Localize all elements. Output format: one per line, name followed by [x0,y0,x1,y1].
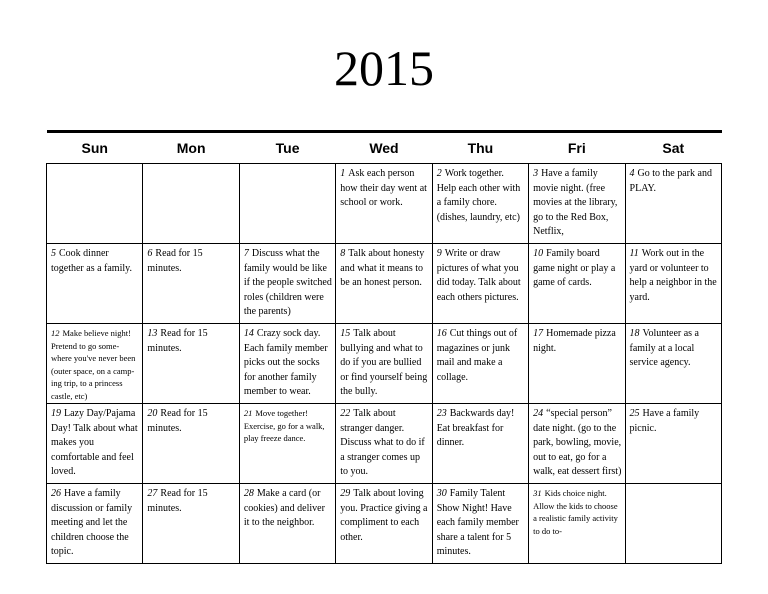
calendar-day-cell [47,164,143,244]
calendar-day-cell [625,244,721,324]
day-number: 3 [533,168,539,179]
activity-text: Volunteer as a family at a local service agency. [629,328,699,368]
day-number: 14 [243,328,254,339]
calendar-week-row [47,484,722,564]
activity-text: Have a family movie night. (free movies at the library, go to the Red Box, Netflix, [533,168,618,237]
calendar-day-cell [625,484,721,564]
calendar-day-cell [625,164,721,244]
calendar-week-row [47,404,722,484]
calendar-day-cell [47,244,143,324]
weekday-header: Fri [529,132,625,164]
activity-text: Read for 15 minutes. [147,248,203,274]
calendar-day-cell [529,324,625,404]
activity-text: Homemade pizza night. [533,328,616,354]
day-number: 13 [147,328,158,339]
calendar-day-cell [529,404,625,484]
calendar-day-cell [239,164,335,244]
day-number: 11 [629,248,639,259]
activity-text: Crazy sock day. Each family member picks out the socks for another family member to wear. [243,328,328,397]
day-number: 30 [436,488,447,499]
activity-text: Write or draw pictures of what you did today. Talk about each others pictures. [436,248,521,303]
activity-text: Talk about stranger danger. Discuss what to do if a stranger comes up to you. [340,408,425,477]
calendar-day-cell [143,484,239,564]
weekday-header: Sat [625,132,721,164]
day-number: 16 [436,328,447,339]
weekday-header: Thu [432,132,528,164]
activity-text: Kids choice night. Allow the kids to choose a realistic family activity to do to- [533,488,618,536]
weekday-header: Sun [47,132,143,164]
day-number: 25 [629,408,640,419]
day-number: 20 [147,408,158,419]
weekday-header-row [47,132,722,164]
day-number: 29 [340,488,351,499]
calendar-day-cell [529,244,625,324]
activity-text: Have a family discussion or family meeting and let the children choose the topic. [51,488,133,557]
activity-text: Backwards day! Eat breakfast for dinner. [436,408,515,448]
activity-text: Cook dinner together as a family. [51,248,132,274]
day-number: 22 [340,408,351,419]
calendar-day-cell [47,484,143,564]
day-number: 26 [51,488,61,499]
activity-text: Talk about bullying and what to do if you are bullied or find yourself being the bully. [340,328,428,397]
activity-text: Talk about loving you. Practice giving a compliment to each other. [340,488,428,543]
calendar-day-cell [143,244,239,324]
activity-text: Read for 15 minutes. [147,408,208,434]
day-number: 28 [243,488,254,499]
day-number: 4 [629,168,635,179]
calendar-week-row [47,164,722,244]
calendar-day-cell [432,164,528,244]
calendar-week-row [47,244,722,324]
day-number: 15 [340,328,351,339]
day-number: 7 [243,248,249,259]
day-number: 12 [51,328,60,338]
day-number: 18 [629,328,640,339]
day-number: 2 [436,168,442,179]
calendar-day-cell [143,164,239,244]
day-number: 21 [243,408,253,418]
calendar-day-cell [336,244,432,324]
calendar-day-cell [143,404,239,484]
activity-text: Discuss what the family would be like if the people switched roles (children were the parents) [243,248,332,317]
calendar-day-cell [529,484,625,564]
activity-text: Move together! Exercise, go for a walk, play freeze dance. [243,408,325,443]
activity-text: Read for 15 minutes. [147,488,208,514]
day-number: 8 [340,248,346,259]
calendar-day-cell [336,164,432,244]
activity-text: Make believe night! Pretend to go some-where you've never been (outer space, on a camp-ing trip, to a princess castle, etc) [51,328,136,401]
activity-text: Lazy Day/Pajama Day! Talk about what makes you comfortable and feel loved. [51,408,138,477]
calendar-day-cell [336,484,432,564]
activity-text: Ask each person how their day went at school or work. [340,168,427,208]
calendar-week-row [47,324,722,404]
activity-text: Work together. Help each other with a family chore. (dishes, laundry, etc) [436,168,521,223]
activity-text: Cut things out of magazines or junk mail and make a collage. [436,328,518,383]
activity-text: Family Talent Show Night! Have each family member share a talent for 5 minutes. [436,488,519,557]
calendar-day-cell [432,404,528,484]
activity-text: Read for 15 minutes. [147,328,208,354]
day-number: 23 [436,408,447,419]
day-number: 6 [147,248,153,259]
calendar-day-cell [143,324,239,404]
day-number: 17 [533,328,544,339]
calendar-day-cell [336,404,432,484]
day-number: 19 [51,408,61,419]
calendar-grid [46,130,722,564]
calendar-day-cell [47,404,143,484]
weekday-header: Mon [143,132,239,164]
weekday-header: Wed [336,132,432,164]
calendar-day-cell [432,244,528,324]
calendar-day-cell [336,324,432,404]
calendar-day-cell [529,164,625,244]
day-number: 31 [533,488,542,498]
day-number: 1 [340,168,346,179]
day-number: 5 [51,248,56,259]
activity-text: Talk about honesty and what it means to be an honest person. [340,248,425,288]
calendar-day-cell [625,404,721,484]
day-number: 10 [533,248,544,259]
activity-text: Go to the park and PLAY. [629,168,712,194]
weekday-header: Tue [239,132,335,164]
calendar-day-cell [239,404,335,484]
calendar-day-cell [625,324,721,404]
activity-text: Family board game night or play a game of cards. [533,248,616,288]
day-number: 24 [533,408,544,419]
calendar-day-cell [432,324,528,404]
activity-text: “special person” date night. (go to the park, bowling, movie, out to eat, go for a walk, eat dessert first) [533,408,622,477]
day-number: 9 [436,248,442,259]
calendar-day-cell [432,484,528,564]
calendar-day-cell [239,484,335,564]
calendar-day-cell [239,324,335,404]
day-number: 27 [147,488,158,499]
activity-text: Make a card (or cookies) and deliver it to the neighbor. [243,488,325,528]
calendar-title: 2015 [334,40,434,96]
calendar-day-cell [239,244,335,324]
activity-text: Work out in the yard or volunteer to help a neighbor in the yard. [629,248,717,303]
activity-text: Have a family picnic. [629,408,700,434]
calendar-day-cell [47,324,143,404]
